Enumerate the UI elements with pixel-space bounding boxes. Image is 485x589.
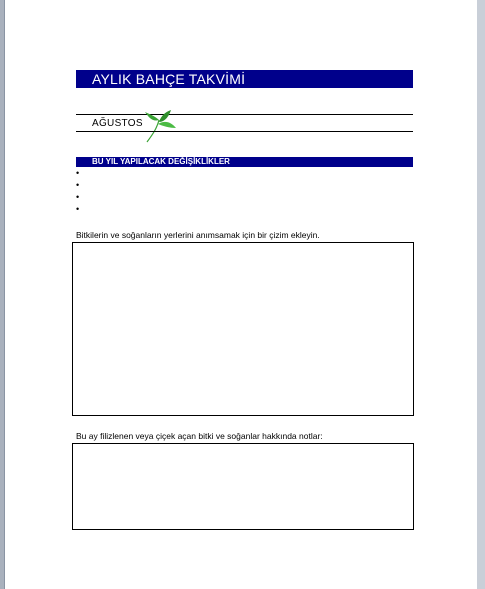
month-rule-top [76, 114, 413, 115]
window-edge [477, 0, 485, 589]
notes-caption: Bu ay filizlenen veya çiçek açan bitki ve soğanlar hakkında notlar: [76, 431, 323, 441]
notes-box[interactable] [72, 443, 414, 530]
month-rule-bottom [76, 131, 413, 132]
changes-bullet-1[interactable]: • [76, 168, 80, 178]
changes-heading: BU YIL YAPILACAK DEĞİŞİKLİKLER [76, 157, 413, 167]
changes-bullet-3[interactable]: • [76, 192, 80, 202]
drawing-box[interactable] [72, 242, 414, 416]
month-label: AĞUSTOS [92, 118, 143, 129]
changes-bullet-2[interactable]: • [76, 180, 80, 190]
drawing-caption: Bitkilerin ve soğanların yerlerini anımsamak için bir çizim ekleyin. [76, 230, 320, 240]
changes-bullet-4[interactable]: • [76, 204, 80, 214]
page-title: AYLIK BAHÇE TAKVİMİ [76, 70, 413, 88]
leaf-sprig-icon [143, 108, 179, 144]
